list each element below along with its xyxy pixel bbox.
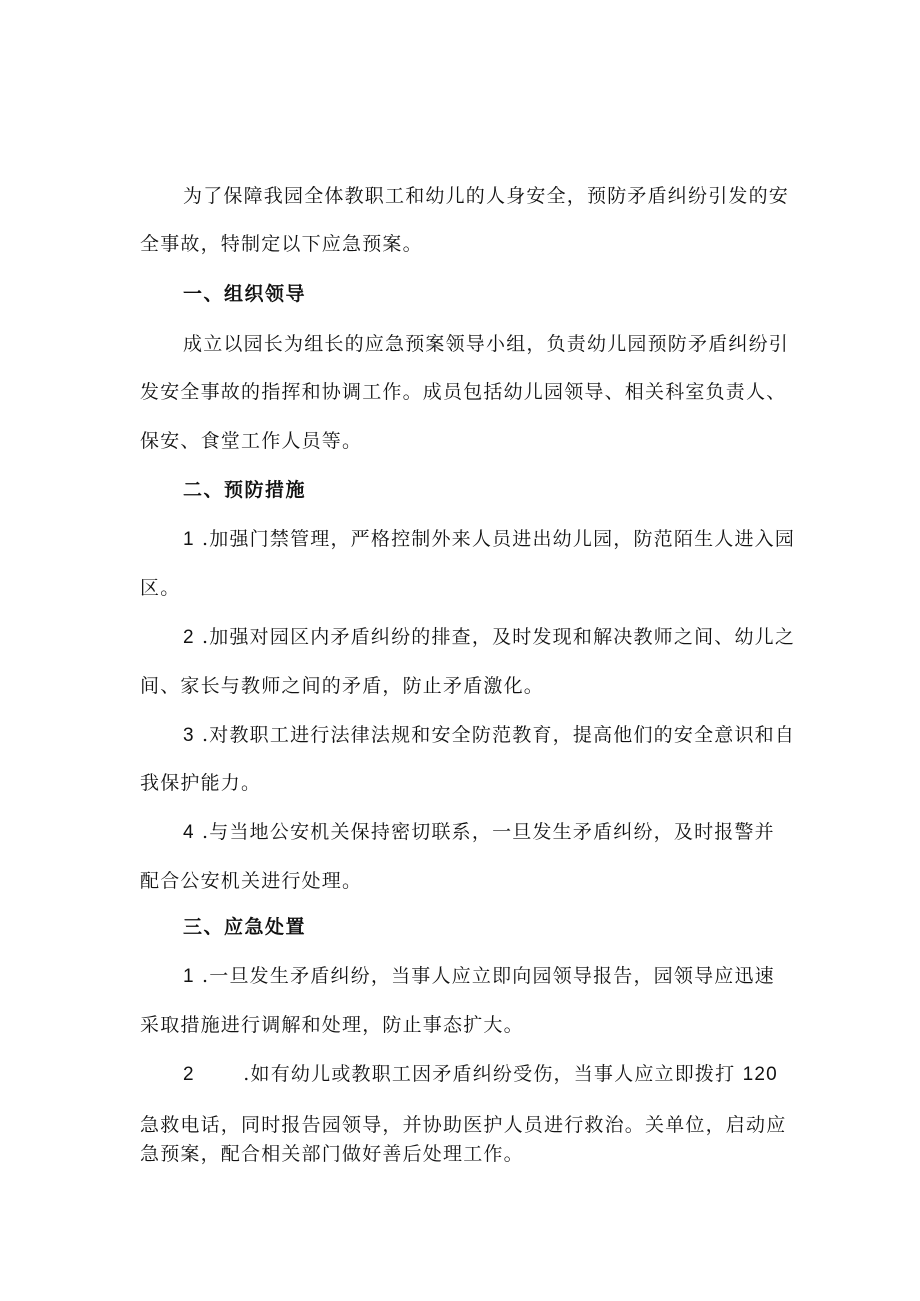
section1-line-1: 成立以园长为组长的应急预案领导小组，负责幼儿园预防矛盾纠纷引	[183, 333, 790, 355]
prevention-item-1-line-2: 区。	[140, 577, 181, 599]
item-text: .一旦发生矛盾纠纷，当事人应立即向园领导报告，园领导应迅速	[202, 965, 775, 987]
prevention-item-3	[183, 722, 795, 749]
prevention-item-2-line-2: 间、家长与教师之间的矛盾，防止矛盾激化。	[140, 675, 545, 697]
section1-line-2: 发安全事故的指挥和协调工作。成员包括幼儿园领导、相关科室负责人、	[140, 381, 787, 403]
item-text: .如有幼儿或教职工因矛盾纠纷受伤，当事人应立即拨打	[243, 1063, 736, 1085]
prevention-item-4	[183, 819, 775, 846]
intro-line-1: 为了保障我园全体教职工和幼儿的人身安全，预防矛盾纠纷引发的安	[183, 185, 790, 207]
prevention-item-3-line-2: 我保护能力。	[140, 772, 262, 794]
section-heading-prevention: 二、预防措施	[183, 479, 307, 501]
prevention-item-2	[183, 624, 795, 651]
emergency-item-2-line-3: 急预案，配合相关部门做好善后处理工作。	[140, 1143, 524, 1165]
emergency-item-1	[183, 963, 775, 990]
item-number: 3	[183, 725, 195, 746]
prevention-item-1	[183, 526, 795, 553]
emergency-item-1-line-2: 采取措施进行调解和处理，防止事态扩大。	[140, 1014, 524, 1036]
item-number: 1	[183, 966, 195, 987]
item-number: 1	[183, 529, 195, 550]
intro-line-2: 全事故，特制定以下应急预案。	[140, 233, 423, 255]
item-number: 4	[183, 822, 195, 843]
item-number: 2	[183, 1064, 195, 1085]
item-text: .加强对园区内矛盾纠纷的排查，及时发现和解决教师之间、幼儿之	[202, 626, 796, 648]
section-heading-organization: 一、组织领导	[183, 283, 307, 305]
item-text: .与当地公安机关保持密切联系，一旦发生矛盾纠纷，及时报警并	[202, 821, 775, 843]
section1-line-3: 保安、食堂工作人员等。	[140, 430, 363, 452]
prevention-item-4-line-2: 配合公安机关进行处理。	[140, 870, 363, 892]
item-text: .对教职工进行法律法规和安全防范教育，提高他们的安全意识和自	[202, 724, 796, 746]
emergency-item-2-line-2: 急救电话，同时报告园领导，并协助医护人员进行救治。关单位，启动应	[140, 1114, 787, 1136]
item-number: 2	[183, 627, 195, 648]
section-heading-emergency: 三、应急处置	[183, 916, 307, 938]
emergency-item-2	[183, 1061, 778, 1088]
phone-number: 120	[742, 1064, 778, 1085]
item-text: .加强门禁管理，严格控制外来人员进出幼儿园，防范陌生人进入园	[202, 528, 796, 550]
